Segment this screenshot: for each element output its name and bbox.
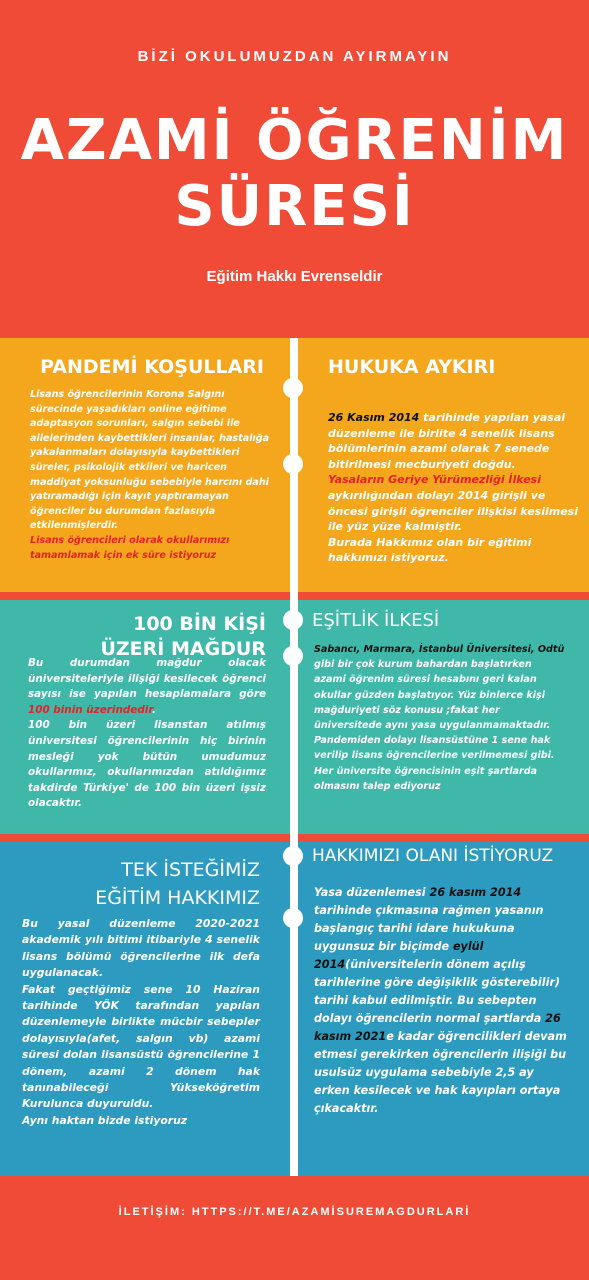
hukuka-date: 26 Kasım 2014 xyxy=(328,411,420,424)
timeline-dot xyxy=(283,908,303,928)
tek-heading: TEK İSTEĞİMİZ EĞİTİM HAKKIMIZ xyxy=(95,859,260,909)
pandemi-heading: PANDEMİ KOŞULLARI xyxy=(40,356,264,378)
hakkimizi-text-1: Yasa düzenlemesi xyxy=(314,886,430,899)
hukuka-text-3: Burada Hakkımız olan bir eğitimi hakkımızı istiyoruz. xyxy=(328,535,532,565)
page-title xyxy=(0,108,589,240)
hakkimizi-date-2: eylül 2014 xyxy=(314,940,484,971)
hakkimizi-text-3: (üniversitelerin dönem açılış tarihlerine göre değişiklik gösterebilir) tarihi kabul edilmiştir. Bu sebepten dolayı öğrencilerin normal şartlarda xyxy=(314,958,561,1025)
pandemi-highlight: Lisans öğrencileri olarak okullarımızı tamamlamak için ek süre istiyoruz xyxy=(30,534,230,561)
header-banner xyxy=(0,0,589,328)
magdur-text-3: 100 bin üzeri lisanstan atılmış üniversitesi öğrencilerinin hiç birinin mesleği yok bütün umudumuz okullarımız, okullarımızdan atıldığımız takdirde Türkiye' de 100 bin üzeri işsiz olacaktır. xyxy=(28,719,266,810)
magdur-heading: 100 BİN KİŞİ ÜZERİ MAĞDUR xyxy=(100,613,266,660)
hakkimizi-text-4: e kadar öğrencilikleri devam etmesi gerekirken öğrencilerin ilişiği bu usulsüz uygulama sebebiyle 2,5 ay erken kesilecek ve hak kayıpları ortaya çıkacaktır. xyxy=(314,1030,567,1115)
tek-text-2: Fakat geçtiğimiz sene 10 Haziran tarihinde YÖK tarafından yapılan düzenlemeyle birlikte mücbir sebepler dolayısıyla(afet, salgın vb) azami süresi dolan lisansüstü öğrencilerine 1 dönem, azami 2 dönem hak tanınabileceği Yükseköğretim Kurulunca duyuruldu. xyxy=(22,982,260,1111)
hakkimizi-date-1: 26 kasım 2014 xyxy=(429,886,522,899)
magdur-highlight: 100 binin üzerindedir xyxy=(28,703,152,716)
subtitle: Eğitim Hakkı Evrenseldir xyxy=(206,268,383,285)
magdur-text-2: . xyxy=(151,703,156,716)
contact-link[interactable]: İLETİŞİM: HTTPS://T.ME/AZAMİSUREMAGDURLARİ xyxy=(118,1206,471,1218)
hakkimizi-date-3: 26 kasım 2021 xyxy=(314,1012,561,1043)
timeline-dot xyxy=(283,846,303,866)
tek-text-1: Bu yasal düzenleme 2020-2021 akademik yılı bitimi itibariyle 4 senelik lisans bölümü öğrencilerine ilk defa uygulanacak. xyxy=(22,917,260,980)
kicker-text: BİZİ OKULUMUZDAN AYIRMAYIN xyxy=(137,48,452,65)
panel-magdur xyxy=(0,600,290,834)
tek-body xyxy=(22,916,260,1129)
hukuka-body xyxy=(328,410,580,566)
pandemi-text: Lisans öğrencilerinin Korona Salgını sürecinde yaşadıkları online eğitime adaptasyon sorunları, salgın sebebi ile ailelerinden kaybettikleri insanlar, hastalığa yakalanmaları dolayısıyla kaybettikleri süreler, psikolojik etkileri ve haricen maddiyat yoksunluğu sebebiyle harcını dahi yatıramadığı için kayıt yaptıramayan öğrenciler bu durumdan fazlasıyla etkilenmişlerdir. xyxy=(30,389,270,532)
footer xyxy=(0,1176,589,1280)
tek-text-3: Aynı haktan bizde istiyoruz xyxy=(22,1113,188,1127)
timeline-dot xyxy=(283,646,303,666)
panel-hakkimizi xyxy=(298,842,589,1176)
title-line-2: SÜRESİ xyxy=(174,174,415,239)
panel-esitlik xyxy=(298,600,589,834)
title-line-1: AZAMİ ÖĞRENİM xyxy=(20,108,569,173)
pandemi-body xyxy=(30,388,274,563)
timeline-dot xyxy=(283,378,303,398)
esitlik-heading: EŞİTLİK İLKESİ xyxy=(312,610,440,631)
hakkimizi-heading: HAKKIMIZI OLANI İSTİYORUZ xyxy=(312,846,554,866)
hukuka-text-1: tarihinde yapılan yasal düzenleme ile birlite 4 senelik lisans bölümlerinin azami olarak 7 senede bitirilmesi mecburiyeti doğdu. xyxy=(328,411,566,471)
hukuka-highlight: Yasaların Geriye Yürümezliği İlkesi xyxy=(328,473,541,487)
hukuka-heading: HUKUKA AYKIRI xyxy=(328,356,496,378)
hukuka-text-2: aykırılığından dolayı 2014 girişli ve öncesi girişli öğrenciler ilişkisi kesilmesi ile yüz yüze kalmiştir. xyxy=(328,488,579,534)
hakkimizi-body xyxy=(314,884,568,1118)
hakkimizi-text-2: tarihinde çıkmasına rağmen yasanın başlangıç tarihi idare hukukuna uygunsuz bir biçimde xyxy=(314,904,544,953)
esitlik-body xyxy=(314,642,566,794)
timeline-dot xyxy=(283,610,303,630)
timeline-dot xyxy=(283,454,303,474)
magdur-text-1: Bu durumdan mağdur olacak üniversiteleriyle ilişiği kesilecek öğrenci sayısı ise yapılan hesaplamalara göre xyxy=(28,657,266,701)
panel-tek-istegimiz xyxy=(0,842,290,1176)
panel-pandemi xyxy=(0,338,290,592)
panel-hukuka xyxy=(298,338,589,592)
magdur-body xyxy=(28,656,266,812)
esitlik-text: gibi bir çok kurum bahardan başlatırken azami öğrenim süresi hesabını geri kalan okullar güzden başlatıyor. Yüz binlerce kişi mağduriyeti söz konusu ;fakat her üniversitede aynı yasa uygulanmamaktadır. Pandemiden dolayı lisansüstüne 1 sene hak verilip lisans öğrencilerine verilmemesi gibi. Her üniversite öğrencisinin eşit şartlarda olmasını talep ediyoruz xyxy=(314,659,555,792)
esitlik-universities: Sabancı, Marmara, İstanbul Üniversitesi, Odtü xyxy=(314,644,565,655)
